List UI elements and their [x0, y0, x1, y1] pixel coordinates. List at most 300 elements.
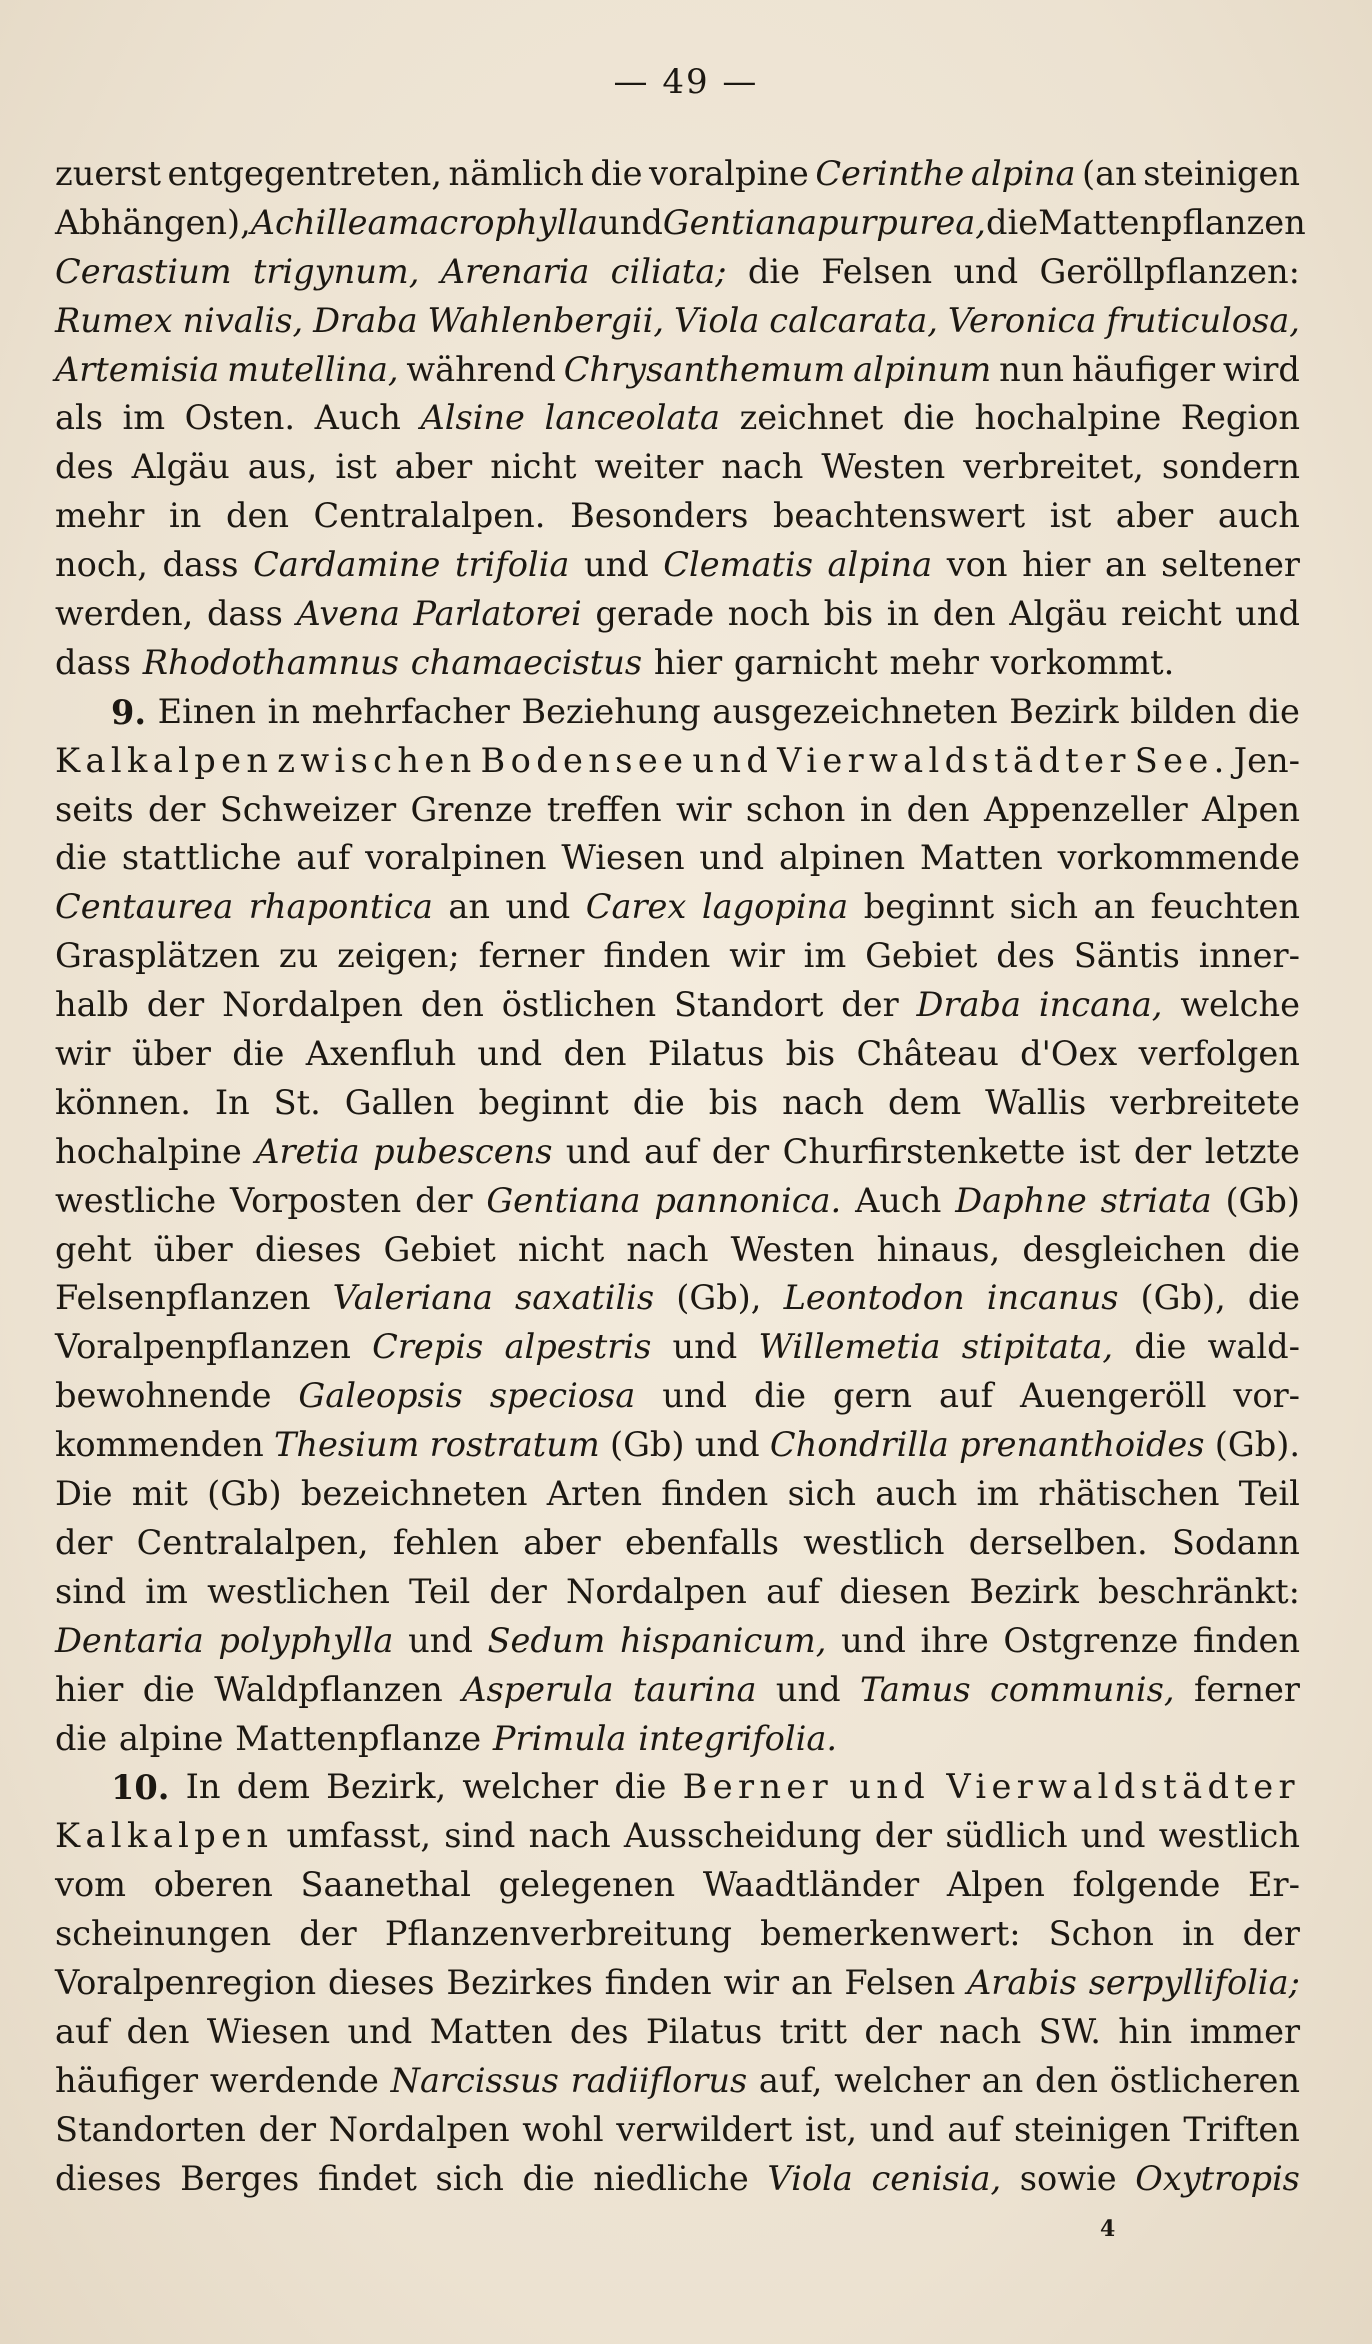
word: Grenze — [410, 789, 533, 829]
word: wird — [1222, 349, 1300, 389]
word: Auengeröll — [1019, 1376, 1207, 1416]
word: des — [55, 447, 114, 487]
word: Auch — [314, 398, 401, 438]
word: im — [976, 1474, 1020, 1514]
word: sind — [55, 1571, 127, 1611]
word: In — [214, 1082, 250, 1122]
word: Schweizer — [219, 789, 397, 829]
italic-word: pannonica. — [654, 1180, 842, 1220]
word: Westen — [730, 1229, 855, 1269]
text-line — [55, 346, 1300, 395]
word: im — [122, 398, 166, 438]
word: Château — [856, 1034, 999, 1074]
text-line — [55, 1274, 1300, 1323]
word: wald- — [1207, 1327, 1300, 1367]
italic-word: rhapontica — [248, 887, 433, 927]
word: Nordalpen — [566, 1571, 747, 1611]
word: und — [775, 1669, 841, 1709]
word: nicht — [517, 1229, 605, 1269]
word: den — [420, 985, 484, 1025]
word: Algäu — [131, 447, 230, 487]
word: seits — [55, 789, 134, 829]
italic-word: Veronica — [947, 300, 1097, 340]
word: während — [406, 349, 556, 389]
word: und — [692, 740, 774, 780]
word: ferner — [478, 936, 585, 976]
text-line — [55, 932, 1300, 981]
word: finden — [1192, 1620, 1300, 1660]
italic-word: Wahlenbergii, — [427, 300, 665, 340]
word: sich — [1009, 887, 1078, 927]
word: häufiger — [1071, 349, 1215, 389]
word: Matten — [919, 838, 1043, 878]
italic-word: mutellina, — [227, 349, 399, 389]
text-line — [55, 1128, 1300, 1177]
text-line — [55, 1470, 1300, 1519]
word: stattliche — [121, 838, 282, 878]
word: und — [672, 1327, 738, 1367]
text-line — [55, 1763, 1300, 1812]
italic-word: nivalis, — [182, 300, 304, 340]
word: kommenden — [55, 1425, 264, 1465]
word: können. — [55, 1082, 191, 1122]
word: an — [981, 2060, 1024, 2100]
italic-word: incanus — [986, 1278, 1119, 1318]
word: (Gb), — [1140, 1278, 1226, 1318]
text-line — [55, 834, 1300, 883]
word: welcher — [462, 1767, 599, 1807]
word: westlichen — [207, 1571, 390, 1611]
word: dem — [236, 1767, 310, 1807]
word: dieses — [55, 2158, 162, 2198]
word: noch, — [55, 545, 148, 585]
italic-word: radiiflorus — [570, 2060, 748, 2100]
word: garnicht — [733, 642, 878, 682]
word: westlich — [1158, 1816, 1300, 1856]
word: die — [232, 1034, 285, 1074]
word: in — [168, 496, 202, 536]
word: ist, — [804, 2109, 858, 2149]
word: der — [711, 1131, 770, 1171]
word: von — [946, 545, 1008, 585]
italic-word: Cardamine — [253, 545, 441, 585]
word: ebenfalls — [624, 1522, 779, 1562]
italic-word: Arenaria — [440, 251, 590, 291]
text-line — [55, 981, 1300, 1030]
text-line — [55, 1861, 1300, 1910]
word: Ostgrenze — [1003, 1620, 1179, 1660]
word: die — [1247, 691, 1300, 731]
word: auf — [766, 1571, 821, 1611]
word: Pflanzenverbreitung — [384, 1914, 732, 1954]
italic-word: ciliata; — [610, 251, 727, 291]
word: Jen- — [1233, 740, 1300, 780]
text-line — [55, 297, 1300, 346]
body-text — [55, 150, 1306, 2203]
word: Abhängen), — [55, 202, 251, 242]
word: der — [299, 1914, 357, 1954]
word: treffen — [546, 789, 662, 829]
word: und — [1235, 594, 1300, 634]
word: welcher — [834, 2060, 970, 2100]
word: Schon — [1048, 1914, 1154, 1954]
word: (Gb) — [1225, 1180, 1300, 1220]
word: Axenfluh — [305, 1034, 457, 1074]
word: Felsenpflanzen — [55, 1278, 311, 1318]
text-line — [55, 1226, 1300, 1275]
italic-word: Artemisia — [55, 349, 220, 389]
word: hinaus, — [876, 1229, 1001, 1269]
word: auch — [1217, 496, 1300, 536]
word: Auch — [855, 1180, 942, 1220]
italic-word: Alsine — [420, 398, 525, 438]
word: Er- — [1248, 1865, 1300, 1905]
italic-word: Arabis — [967, 1962, 1077, 2002]
word: südlich — [945, 1816, 1068, 1856]
word: dieses — [254, 1229, 362, 1269]
italic-word: Aretia — [255, 1131, 360, 1171]
word: (Gb) — [207, 1474, 282, 1514]
italic-word: macrophylla — [387, 202, 599, 242]
italic-word: trigynum, — [252, 251, 420, 291]
page-number: — 49 — — [613, 62, 759, 102]
italic-word: Sedum — [487, 1620, 606, 1660]
italic-word: Rhodothamnus — [142, 642, 400, 682]
word: Teil — [409, 1571, 471, 1611]
word: verwildert — [616, 2109, 793, 2149]
word: und — [869, 2109, 935, 2149]
word: Arten — [546, 1474, 643, 1514]
word: bis — [823, 594, 874, 634]
word: die — [747, 251, 800, 291]
text-line — [55, 1959, 1300, 2008]
italic-word: lagopina — [701, 887, 849, 927]
italic-word: alpina — [827, 545, 933, 585]
word: Centralalpen. — [313, 496, 546, 536]
word: alpine — [118, 1718, 224, 1758]
word: umfasst, — [286, 1816, 432, 1856]
italic-word: integrifolia. — [638, 1718, 838, 1758]
word: verbreitete — [1110, 1082, 1300, 1122]
word: beginnt — [478, 1082, 609, 1122]
word: gern — [832, 1376, 913, 1416]
text-line — [55, 1666, 1300, 1715]
word: Nordalpen — [328, 2109, 510, 2149]
italic-word: Valeriana — [332, 1278, 493, 1318]
word: die — [986, 202, 1039, 242]
word: die — [55, 1718, 108, 1758]
word: vorkommt. — [990, 642, 1175, 682]
word: häufiger — [55, 2060, 199, 2100]
word: des — [569, 2011, 629, 2051]
word: nach — [528, 1816, 611, 1856]
word: mehrfacher — [311, 691, 510, 731]
word: und — [408, 1620, 473, 1660]
word: (an — [1082, 154, 1137, 193]
word: weiter — [594, 447, 704, 487]
italic-word: serpyllifolia; — [1088, 1962, 1300, 2002]
word: auf — [947, 2109, 1002, 2149]
word: beschränkt: — [1098, 1571, 1300, 1611]
italic-word: polyphylla — [218, 1620, 394, 1660]
word: voralpine — [649, 154, 809, 193]
word: bis — [708, 1082, 759, 1122]
word: westliche — [55, 1180, 217, 1220]
italic-word: Primula — [492, 1718, 627, 1758]
word: östlichen — [501, 985, 657, 1025]
word: Saanethal — [300, 1865, 471, 1905]
word: hier — [1022, 545, 1091, 585]
word: immer — [1189, 2011, 1300, 2051]
word: finden — [604, 1962, 712, 2002]
word: der — [1242, 1914, 1300, 1954]
italic-word: Rumex — [55, 300, 173, 340]
word: hochalpine — [55, 1131, 242, 1171]
word: nach — [939, 2011, 1022, 2051]
word: mehr — [889, 642, 979, 682]
italic-word: Achillea — [250, 202, 388, 242]
word: nicht — [490, 447, 577, 487]
word: Pilatus — [647, 1034, 765, 1074]
word: Gallen — [344, 1082, 455, 1122]
word: bemerkenwert: — [760, 1914, 1021, 1954]
word: Region — [1180, 398, 1300, 438]
word: sondern — [1161, 447, 1300, 487]
word: steinigen — [1013, 2109, 1171, 2149]
word: Bezirk, — [326, 1767, 447, 1807]
word: findet — [317, 2158, 417, 2198]
word: dass — [162, 545, 239, 585]
word: Centralalpen, — [136, 1522, 369, 1562]
italic-word: speciosa — [489, 1376, 636, 1416]
italic-word: Oxytropis — [1135, 2158, 1300, 2198]
word: über — [131, 1034, 211, 1074]
text-line — [55, 199, 1306, 248]
text-line — [55, 737, 1300, 786]
italic-word: Dentaria — [55, 1620, 204, 1660]
word: ist — [1078, 1131, 1121, 1171]
italic-word: Draba — [916, 985, 1022, 1025]
word: diesen — [839, 1571, 951, 1611]
word: den — [563, 1034, 627, 1074]
word: zwischen — [277, 740, 477, 780]
word: Berner — [682, 1767, 834, 1807]
word: die — [1247, 1278, 1300, 1318]
word: den — [932, 594, 996, 634]
word: seltener — [1161, 545, 1300, 585]
word: Geröllpflanzen: — [1039, 251, 1300, 291]
word: in — [859, 789, 893, 829]
word: die — [142, 1669, 195, 1709]
word: und — [583, 545, 649, 585]
word: Teil — [1238, 1474, 1300, 1514]
word: Alpen — [946, 1865, 1045, 1905]
word: die — [753, 1376, 807, 1416]
word: vom — [55, 1865, 127, 1905]
word: die — [1247, 1229, 1300, 1269]
word: Ausscheidung — [623, 1816, 862, 1856]
word: dass — [55, 642, 131, 682]
word: mit — [131, 1474, 188, 1514]
text-line — [55, 1421, 1300, 1470]
word: Kalkalpen — [55, 740, 274, 780]
word: westlich — [803, 1522, 945, 1562]
word: verbreitet, — [963, 447, 1144, 487]
italic-word: cenisia, — [871, 2158, 1002, 2198]
word: Voralpenregion — [55, 1962, 317, 2002]
word: sich — [787, 1474, 856, 1514]
italic-word: Clematis — [663, 545, 813, 585]
word: Felsen — [821, 251, 933, 291]
word: im — [145, 1571, 188, 1611]
word: Säntis — [1073, 936, 1180, 976]
word: und — [347, 2011, 413, 2051]
word: derselben. — [968, 1522, 1148, 1562]
text-line — [55, 1812, 1300, 1861]
text-line — [55, 1323, 1300, 1372]
word: Beziehung — [521, 691, 701, 731]
word: Wiesen — [561, 838, 685, 878]
word: SW. — [1038, 2011, 1101, 2051]
word: an — [448, 887, 491, 927]
word: folgende — [1072, 1865, 1221, 1905]
italic-word: Daphne — [955, 1180, 1087, 1220]
word: desgleichen — [1022, 1229, 1226, 1269]
italic-word: Gentiana — [662, 202, 818, 242]
word: beginnt — [863, 887, 995, 927]
italic-word: Tamus — [860, 1669, 971, 1709]
italic-word: communis, — [989, 1669, 1175, 1709]
word: nämlich — [448, 154, 584, 193]
word: werden, — [55, 594, 194, 634]
word: der — [1133, 1131, 1192, 1171]
word: welche — [1180, 985, 1300, 1025]
italic-word: Galeopsis — [298, 1376, 463, 1416]
word: wir — [723, 1962, 780, 2002]
italic-word: Cerastium — [55, 251, 232, 291]
word: in — [1182, 1914, 1215, 1954]
word: verfolgen — [1138, 1034, 1300, 1074]
word: ihre — [920, 1620, 989, 1660]
italic-word: Viola — [674, 300, 760, 340]
word: Bezirk — [969, 1571, 1079, 1611]
italic-word: Viola — [767, 2158, 853, 2198]
word: Standorten — [55, 2109, 246, 2149]
word: zeigen; — [337, 936, 460, 976]
text-line — [55, 1372, 1300, 1421]
word: halb — [55, 985, 129, 1025]
text-line — [55, 394, 1300, 443]
word: und — [505, 887, 571, 927]
word: beachtenswert — [772, 496, 1026, 536]
word: hin — [1118, 2011, 1173, 2051]
text-line — [55, 248, 1300, 297]
word: wir — [676, 789, 732, 829]
word: über — [153, 1229, 233, 1269]
word: den — [126, 2011, 190, 2051]
word: sich — [435, 2158, 504, 2198]
text-line — [55, 1079, 1300, 1128]
word: St. — [273, 1082, 321, 1122]
word: dieses — [328, 1962, 435, 2002]
word: Algäu — [1009, 594, 1108, 634]
word: Waadtländer — [702, 1865, 920, 1905]
word: (Gb). — [1214, 1425, 1300, 1465]
word: reicht — [1121, 594, 1222, 634]
italic-word: taurina — [632, 1669, 757, 1709]
word: den — [906, 789, 970, 829]
word: Felsen — [844, 1962, 956, 2002]
word: Grasplätzen — [55, 936, 261, 976]
section-number: 9. — [111, 691, 147, 732]
word: ausgezeichneten — [712, 691, 998, 731]
text-line — [55, 443, 1300, 492]
word: der — [55, 1522, 113, 1562]
word: den — [1035, 2060, 1098, 2100]
italic-word: alpestris — [504, 1327, 652, 1367]
italic-word: alpina — [970, 154, 1076, 193]
word: feuchten — [1150, 887, 1300, 927]
text-line — [55, 688, 1300, 737]
italic-word: Cerinthe — [815, 154, 965, 193]
italic-word: Crepis — [372, 1327, 484, 1367]
word: auch — [875, 1474, 958, 1514]
italic-word: Gentiana — [486, 1180, 641, 1220]
word: geht — [55, 1229, 132, 1269]
word: aber — [1115, 496, 1194, 536]
word: bilden — [1130, 691, 1237, 731]
word: Mattenpflanzen — [1038, 202, 1306, 242]
word: und — [694, 1425, 760, 1465]
word: voralpinen — [365, 838, 547, 878]
word: finden — [603, 936, 711, 976]
word: Mattenpflanze — [235, 1718, 482, 1758]
word: aber — [394, 447, 473, 487]
word: Pilatus — [645, 2011, 763, 2051]
italic-word: alpinum — [853, 349, 992, 389]
italic-word: trifolia — [454, 545, 570, 585]
word: oberen — [153, 1865, 273, 1905]
word: in — [267, 691, 300, 731]
word: auf — [296, 838, 351, 878]
word: und — [662, 1376, 727, 1416]
word: wir — [729, 936, 785, 976]
word: die — [590, 154, 643, 193]
text-line — [55, 590, 1300, 639]
word: an — [790, 1962, 833, 2002]
word: noch — [727, 594, 811, 634]
italic-word: Parlatorei — [413, 594, 582, 634]
word: als — [55, 398, 103, 438]
italic-word: Carex — [585, 887, 687, 927]
word: die — [1134, 1327, 1187, 1367]
text-line — [55, 2106, 1300, 2155]
word: an — [1093, 887, 1136, 927]
word: sind — [444, 1816, 516, 1856]
italic-word: Centaurea — [55, 887, 234, 927]
word: nach — [721, 447, 804, 487]
word: inner- — [1198, 936, 1300, 976]
word: und — [849, 1767, 931, 1807]
word: der — [147, 789, 206, 829]
word: Appenzeller — [983, 789, 1188, 829]
word: ferner — [1193, 1669, 1300, 1709]
word: Osten. — [184, 398, 296, 438]
italic-word: stipitata, — [961, 1327, 1114, 1367]
word: zu — [278, 936, 319, 976]
word: Waldpflanzen — [214, 1669, 443, 1709]
italic-word: Chrysanthemum — [563, 349, 846, 389]
